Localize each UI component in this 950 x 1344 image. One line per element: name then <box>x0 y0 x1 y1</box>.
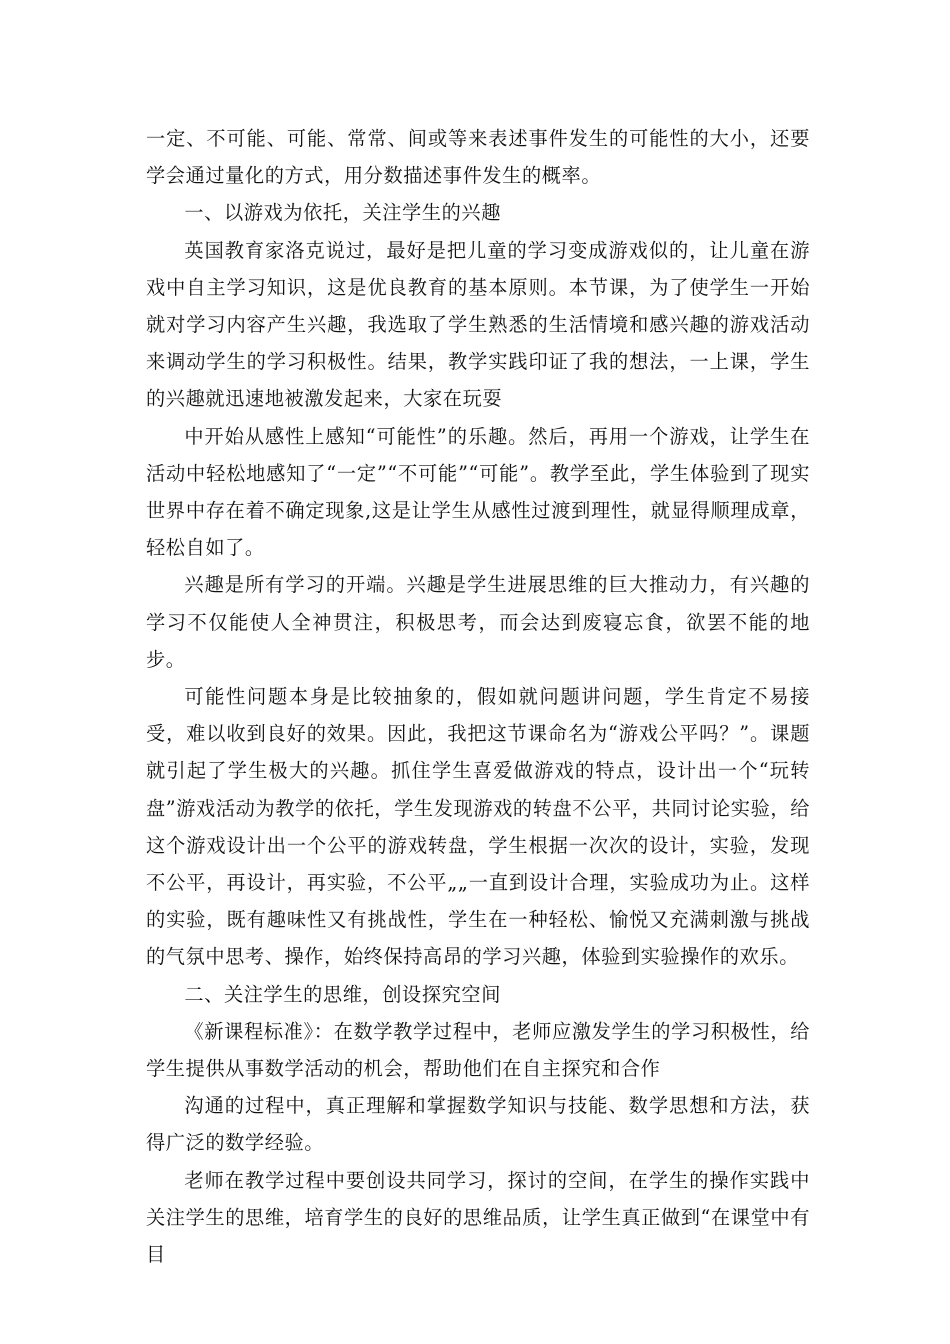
document-body <box>146 120 810 1273</box>
paragraph-communication: 沟通的过程中，真正理解和掌握数学知识与技能、数学思想和方法，获得广泛的数学经验。 <box>146 1094 810 1155</box>
paragraph-locke: 英国教育家洛克说过，最好是把儿童的学习变成游戏似的，让儿童在游戏中自主学习知识，这是优良教育的基本原则。本节课，为了使学生一开始就对学习内容产生兴趣，我选取了学生熟悉的生活情境和感兴趣的游戏活动来调动学生的学习积极性。结果，教学实践印证了我的想法，一上课，学生的兴趣就迅速地被激发起来，大家在玩耍 <box>146 238 810 411</box>
paragraph-curriculum-standard: 《新课程标准》：在数学教学过程中，老师应激发学生的学习积极性，给学生提供从事数学活动的机会，帮助他们在自主探究和合作 <box>146 1019 810 1081</box>
paragraph-interest: 兴趣是所有学习的开端。兴趣是学生进展思维的巨大推动力，有兴趣的学习不仅能使人全神贯注，积极思考，而会达到废寝忘食，欲罢不能的地步。 <box>146 573 810 671</box>
paragraph-intro-continuation: 一定、不可能、可能、常常、间或等来表述事件发生的可能性的大小，还要学会通过量化的方式，用分数描述事件发生的概率。 <box>146 127 810 188</box>
paragraph-teacher-space: 老师在教学过程中要创设共同学习，探讨的空间，在学生的操作实践中关注学生的思维，培育学生的良好的思维品质，让学生真正做到“在课堂中有目 <box>146 1168 810 1267</box>
section-heading-thinking: 二、关注学生的思维，创设探究空间 <box>184 982 501 1006</box>
section-heading-games: 一、以游戏为依托，关注学生的兴趣 <box>184 201 501 225</box>
paragraph-turntable-game: 可能性问题本身是比较抽象的，假如就问题讲问题，学生肯定不易接受，难以收到良好的效果。因此，我把这节课命名为“游戏公平吗？”。课题就引起了学生极大的兴趣。抓住学生喜爱做游戏的特点，设计出一个“玩转盘”游戏活动为教学的依托，学生发现游戏的转盘不公平，共同讨论实验，给这个游戏设计出一个公平的游戏转盘，学生根据一次次的设计，实验，发现不公平，再设计，再实验，不公平„„一直到设计合理，实验成功为止。这样的实验，既有趣味性又有挑战性，学生在一种轻松、愉悦又充满刺激与挑战的气氛中思考、操作，始终保持高昂的学习兴趣，体验到实验操作的欢乐。 <box>146 685 810 969</box>
paragraph-perception: 中开始从感性上感知“可能性”的乐趣。然后，再用一个游戏，让学生在活动中轻松地感知了“一定”“不可能”“可能”。教学至此，学生体验到了现实世界中存在着不确定现象,这是让学生从感性过渡到理性，就显得顺理成章，轻松自如了。 <box>146 424 810 560</box>
